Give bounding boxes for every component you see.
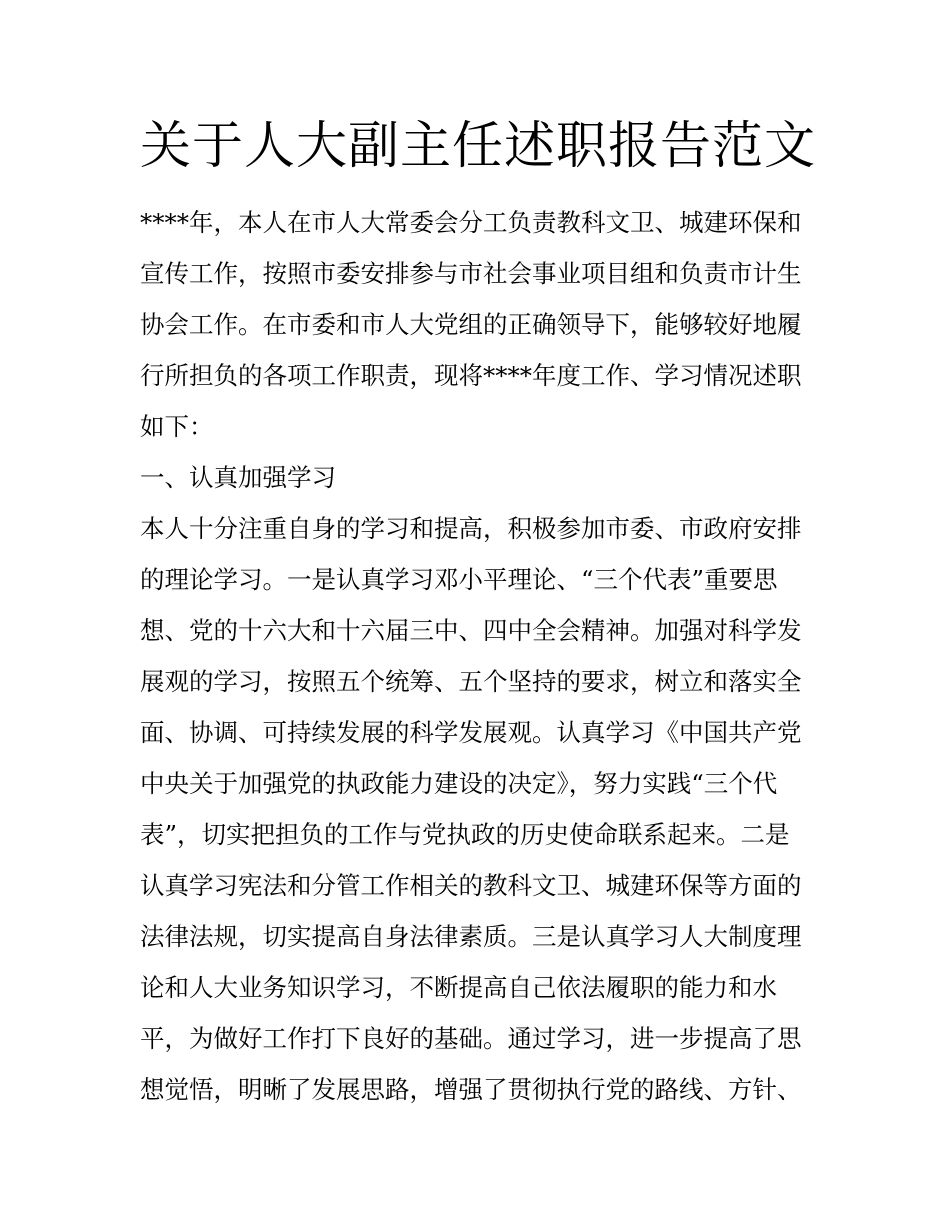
body-line: 如下： — [140, 412, 214, 441]
body-line: 想觉悟，明晰了发展思路，增强了贯彻执行党的路线、方针、 — [140, 1075, 802, 1104]
document-title: 关于人大副主任述职报告范文 — [140, 117, 817, 176]
body-line: 想、党的十六大和十六届三中、四中全会精神。加强对科学发 — [140, 616, 802, 645]
body-line: 法律法规，切实提高自身法律素质。三是认真学习人大制度理 — [140, 922, 802, 951]
body-line: 的理论学习。一是认真学习邓小平理论、“三个代表”重要思 — [140, 565, 778, 594]
body-line: 宣传工作，按照市委安排参与市社会事业项目组和负责市计生 — [140, 259, 802, 288]
body-line: 论和人大业务知识学习，不断提高自己依法履职的能力和水 — [140, 973, 777, 1002]
body-line: 平，为做好工作打下良好的基础。通过学习，进一步提高了思 — [140, 1024, 802, 1053]
body-line: 表”，切实把担负的工作与党执政的历史使命联系起来。二是 — [140, 820, 790, 849]
body-line: 面、协调、可持续发展的科学发展观。认真学习《中国共产党 — [140, 718, 802, 747]
body-line: 行所担负的各项工作职责，现将****年度工作、学习情况述职 — [140, 361, 802, 390]
body-line: ****年，本人在市人大常委会分工负责教科文卫、城建环保和 — [140, 208, 802, 237]
body-line: 协会工作。在市委和市人大党组的正确领导下，能够较好地履 — [140, 310, 802, 339]
body-line: 本人十分注重自身的学习和提高，积极参加市委、市政府安排 — [140, 514, 802, 543]
body-line: 中央关于加强党的执政能力建设的决定》，努力实践“三个代 — [140, 769, 778, 798]
section-heading: 一、认真加强学习 — [140, 463, 336, 492]
body-line: 认真学习宪法和分管工作相关的教科文卫、城建环保等方面的 — [140, 871, 802, 900]
body-line: 展观的学习，按照五个统筹、五个坚持的要求，树立和落实全 — [140, 667, 802, 696]
